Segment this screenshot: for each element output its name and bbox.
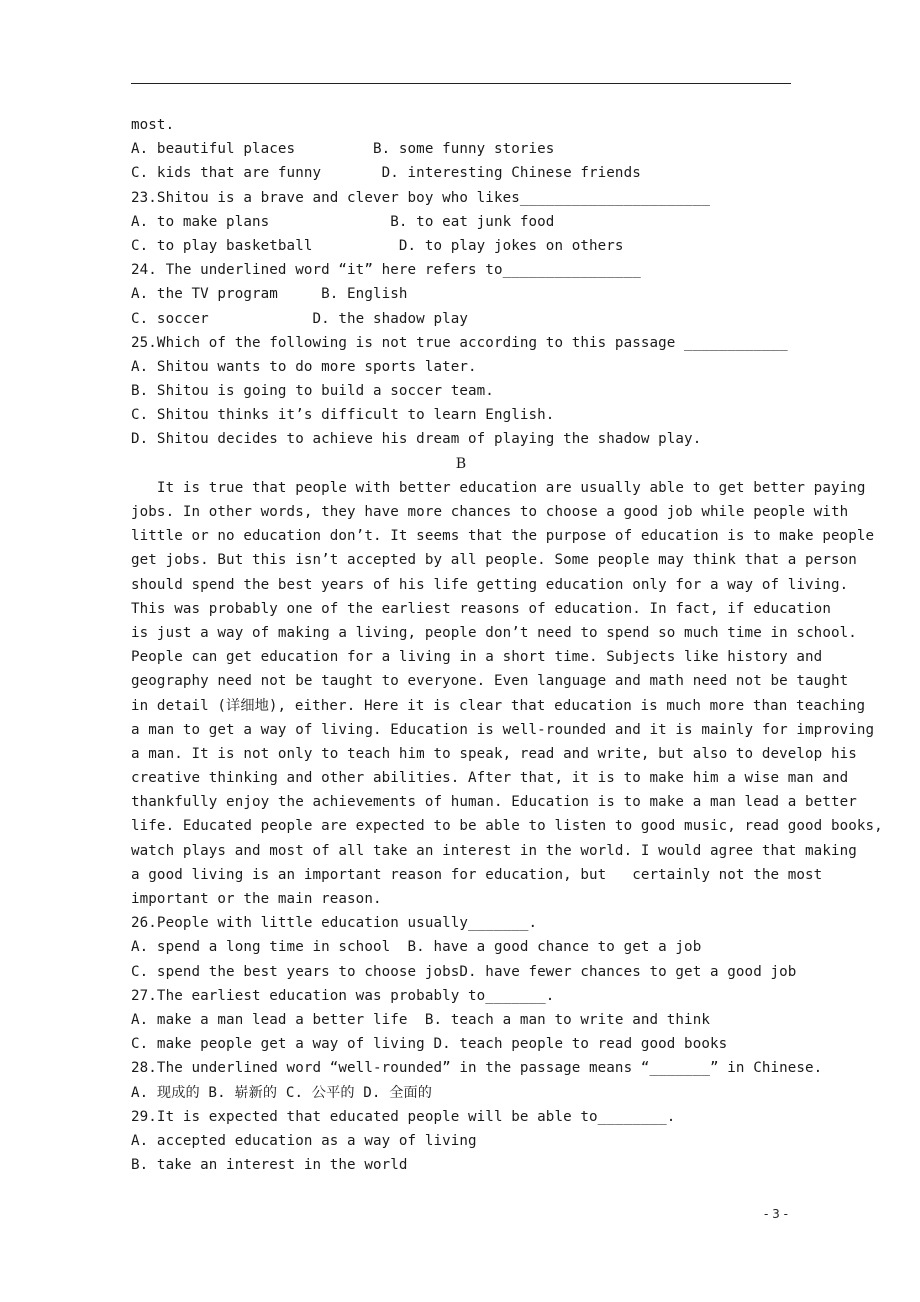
question-28: 28.The underlined word “well-rounded” in the passage means “_______” in Chinese. bbox=[131, 1060, 823, 1077]
option-line: C. to play basketball D. to play jokes on others bbox=[131, 237, 624, 254]
option-line: A. spend a long time in school B. have a good chance to get a job bbox=[131, 939, 702, 956]
passage-line: in detail (详细地), either. Here it is clear that education is much more than teaching bbox=[131, 697, 866, 714]
option-line: C. make people get a way of living D. teach people to read good books bbox=[131, 1036, 728, 1053]
passage-line: It is true that people with better education are usually able to get better paying bbox=[131, 479, 866, 496]
passage-line: geography need not be taught to everyone. Even language and math need not be taught bbox=[131, 673, 849, 690]
passage-line: little or no education don’t. It seems that the purpose of education is to make people bbox=[131, 528, 875, 545]
option-line: C. Shitou thinks it’s difficult to learn English. bbox=[131, 407, 555, 424]
passage-line: creative thinking and other abilities. After that, it is to make him a wise man and bbox=[131, 770, 849, 787]
option-line: A. accepted education as a way of living bbox=[131, 1132, 477, 1149]
question-24: 24. The underlined word “it” here refers to________________ bbox=[131, 262, 641, 279]
passage-line: life. Educated people are expected to be able to listen to good music, read good books, bbox=[131, 818, 883, 835]
passage-line: thankfully enjoy the achievements of human. Education is to make a man lead a better bbox=[131, 794, 857, 811]
passage-line: a man to get a way of living. Education is well-rounded and it is mainly for improving bbox=[131, 721, 875, 738]
passage-line: This was probably one of the earliest reasons of education. In fact, if education bbox=[131, 600, 831, 617]
section-heading-b: B bbox=[455, 455, 467, 472]
document-body bbox=[131, 113, 883, 1177]
text-line: most. bbox=[131, 117, 175, 133]
option-line: A. 现成的 B. 崭新的 C. 公平的 D. 全面的 bbox=[131, 1084, 433, 1101]
option-line: D. Shitou decides to achieve his dream of playing the shadow play. bbox=[131, 431, 702, 448]
question-29: 29.It is expected that educated people will be able to________. bbox=[131, 1108, 676, 1125]
question-27: 27.The earliest education was probably to_______. bbox=[131, 987, 555, 1004]
option-line: A. beautiful places B. some funny stories bbox=[131, 141, 555, 158]
passage-line: get jobs. But this isn’t accepted by all people. Some people may think that a person bbox=[131, 552, 857, 569]
option-line: B. take an interest in the world bbox=[131, 1157, 408, 1174]
option-line: A. to make plans B. to eat junk food bbox=[131, 213, 555, 230]
passage-line: should spend the best years of his life getting education only for a way of living. bbox=[131, 576, 849, 593]
passage-line: People can get education for a living in a short time. Subjects like history and bbox=[131, 649, 823, 666]
option-line: A. Shitou wants to do more sports later. bbox=[131, 358, 477, 375]
option-line: A. the TV program B. English bbox=[131, 286, 408, 303]
option-line: C. kids that are funny D. interesting Chinese friends bbox=[131, 165, 641, 182]
header-rule bbox=[131, 83, 791, 84]
passage-line: jobs. In other words, they have more chances to choose a good job while people with bbox=[131, 504, 849, 520]
option-line: A. make a man lead a better life B. teach a man to write and think bbox=[131, 1011, 710, 1028]
passage-line: a man. It is not only to teach him to speak, read and write, but also to develop his bbox=[131, 745, 857, 762]
passage-line: a good living is an important reason for education, but certainly not the most bbox=[131, 866, 823, 883]
passage-line: is just a way of making a living, people don’t need to spend so much time in school. bbox=[131, 624, 857, 641]
page-number: - 3 - bbox=[764, 1207, 788, 1221]
question-26: 26.People with little education usually_______. bbox=[131, 915, 538, 932]
option-line: C. soccer D. the shadow play bbox=[131, 310, 469, 327]
passage-line: watch plays and most of all take an interest in the world. I would agree that making bbox=[131, 842, 857, 859]
option-line: C. spend the best years to choose jobsD. have fewer chances to get a good job bbox=[131, 963, 797, 980]
passage-line: important or the main reason. bbox=[131, 891, 382, 907]
option-line: B. Shitou is going to build a soccer team. bbox=[131, 383, 494, 400]
question-23: 23.Shitou is a brave and clever boy who likes______________________ bbox=[131, 189, 710, 206]
question-25: 25.Which of the following is not true according to this passage ____________ bbox=[131, 334, 788, 351]
